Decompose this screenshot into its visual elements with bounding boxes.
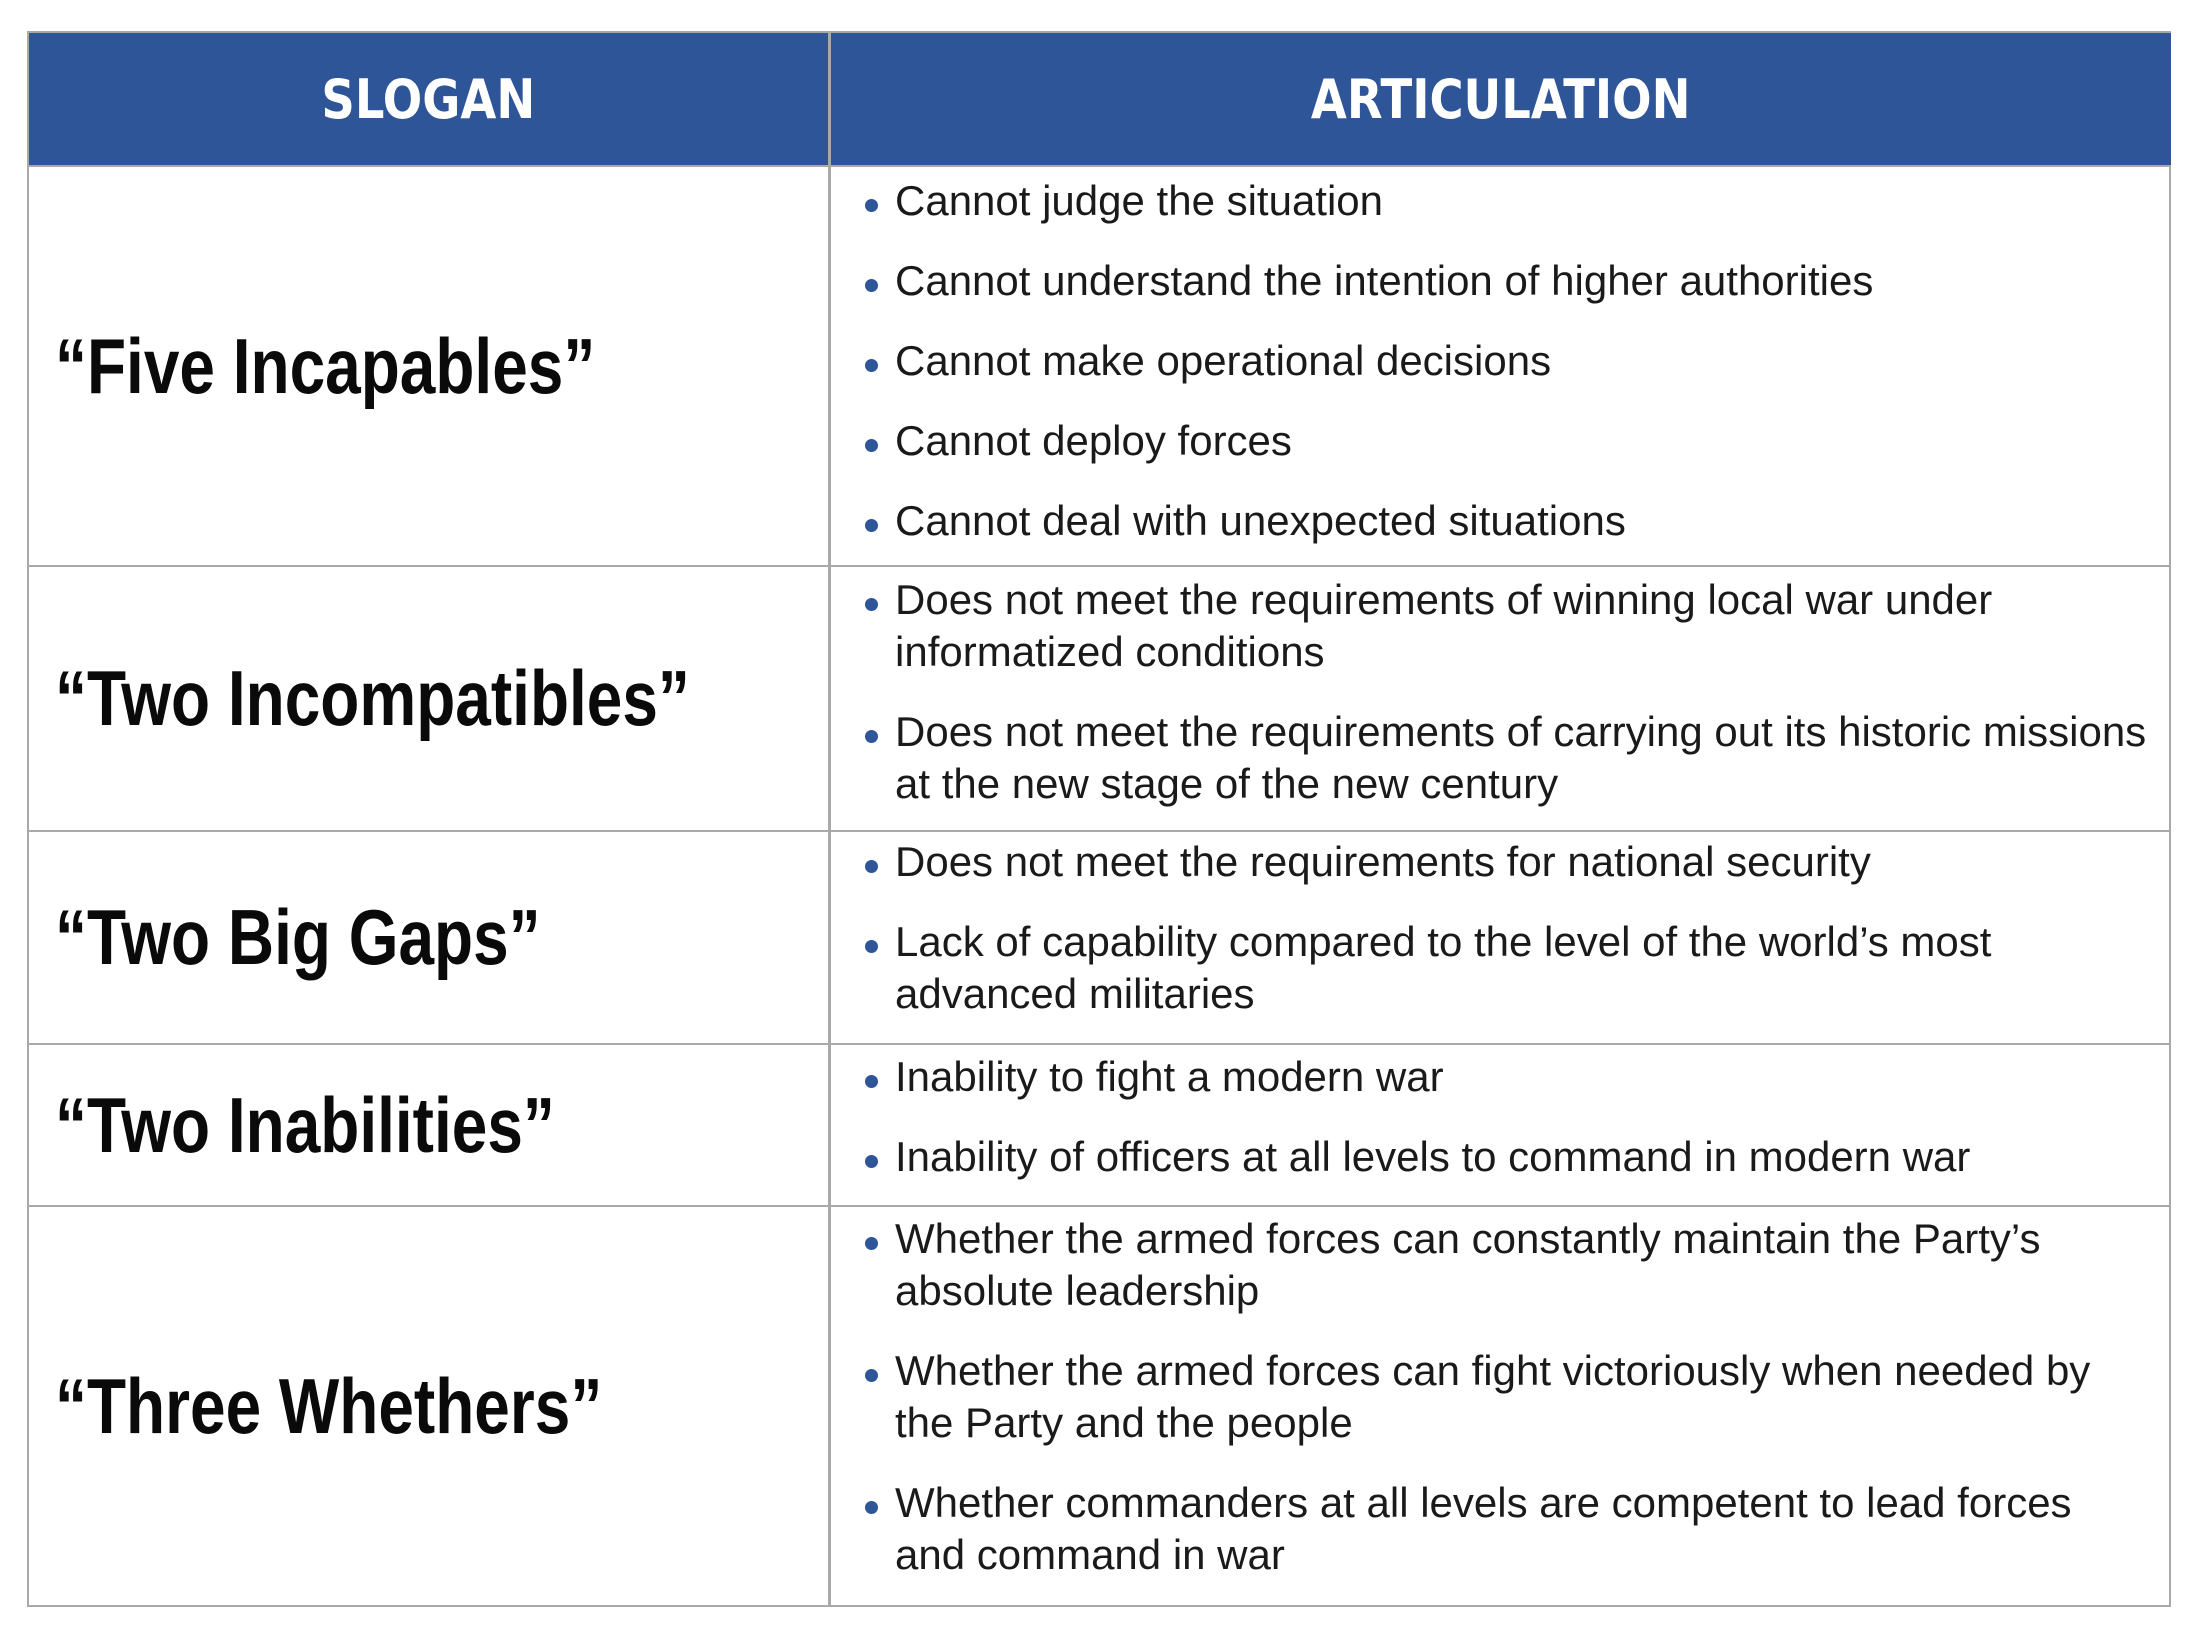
- bullet-icon: [865, 279, 878, 292]
- list-item: Does not meet the requirements for national security: [861, 836, 2151, 888]
- bullet-icon: [865, 940, 878, 953]
- articulation-list: [861, 1045, 2151, 1183]
- list-item: Lack of capability compared to the level of the world’s most advanced militaries: [861, 916, 2151, 1020]
- slogan-text: “Two Incompatibles”: [55, 654, 690, 742]
- table-row-slogan: [29, 567, 831, 832]
- list-item: Cannot deploy forces: [861, 415, 2151, 467]
- bullet-icon: [865, 439, 878, 452]
- bullet-icon: [865, 1369, 878, 1382]
- bullet-icon: [865, 598, 878, 611]
- bullet-icon: [865, 1501, 878, 1514]
- bullet-icon: [865, 199, 878, 212]
- table-row-articulation: [831, 167, 2171, 567]
- list-item: Whether commanders at all levels are competent to lead forces and command in war: [861, 1477, 2151, 1581]
- list-item: Cannot judge the situation: [861, 175, 2151, 227]
- table-row-articulation: [831, 567, 2171, 832]
- list-item: Does not meet the requirements of carrying out its historic missions at the new stage of the new century: [861, 706, 2151, 810]
- bullet-icon: [865, 730, 878, 743]
- table-row-slogan: [29, 1045, 831, 1207]
- slogan-text: “Three Whethers”: [55, 1361, 603, 1450]
- column-header-slogan: SLOGAN: [29, 33, 831, 167]
- table-row-articulation: [831, 832, 2171, 1045]
- list-item: Inability of officers at all levels to command in modern war: [861, 1131, 2151, 1183]
- articulation-list: [861, 167, 2151, 547]
- table-row-slogan: [29, 832, 831, 1045]
- list-item: Cannot understand the intention of higher authorities: [861, 255, 2151, 307]
- table-row-articulation: [831, 1207, 2171, 1605]
- articulation-list: [861, 832, 2151, 1020]
- slogan-text: “Five Incapables”: [55, 321, 596, 410]
- list-item: Whether the armed forces can fight victoriously when needed by the Party and the people: [861, 1345, 2151, 1449]
- bullet-icon: [865, 1075, 878, 1088]
- slogan-text: “Two Inabilities”: [55, 1080, 555, 1169]
- articulation-list: [861, 567, 2151, 810]
- list-item: Inability to fight a modern war: [861, 1051, 2151, 1103]
- bullet-icon: [865, 860, 878, 873]
- bullet-icon: [865, 1237, 878, 1250]
- list-item: Cannot make operational decisions: [861, 335, 2151, 387]
- bullet-icon: [865, 519, 878, 532]
- table-row-articulation: [831, 1045, 2171, 1207]
- list-item: Cannot deal with unexpected situations: [861, 495, 2151, 547]
- slogan-table: [27, 31, 2171, 1607]
- slogan-text: “Two Big Gaps”: [55, 893, 541, 981]
- column-header-articulation: ARTICULATION: [831, 33, 2171, 167]
- table-row-slogan: [29, 167, 831, 567]
- bullet-icon: [865, 1155, 878, 1168]
- articulation-list: [861, 1207, 2151, 1581]
- list-item: Does not meet the requirements of winning local war under informatized conditions: [861, 574, 2151, 678]
- list-item: Whether the armed forces can constantly maintain the Party’s absolute leadership: [861, 1213, 2151, 1317]
- bullet-icon: [865, 359, 878, 372]
- table-row-slogan: [29, 1207, 831, 1605]
